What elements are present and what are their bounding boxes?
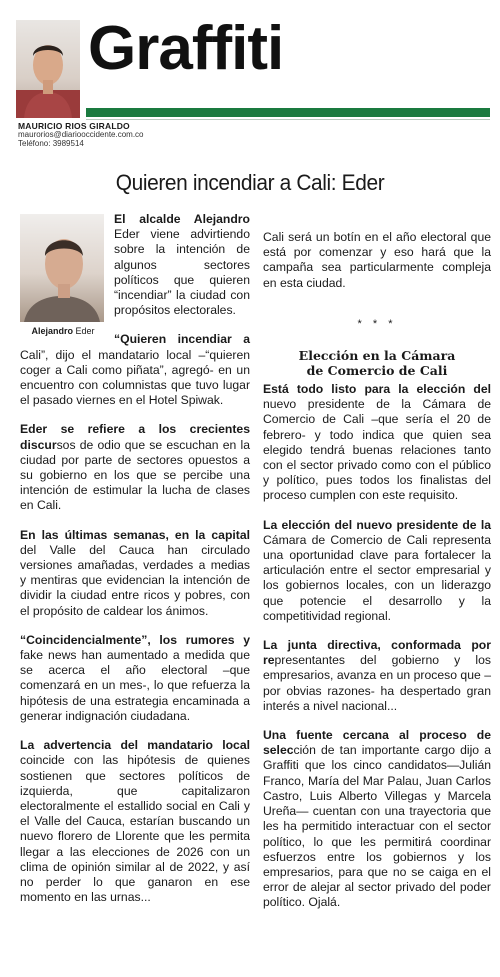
paragraph: La elección del nuevo presidente de la Cámara de Comercio de Cali representa una oportunidad clave para fortalecer la articulación entre el sector empresarial y los gobiernos locales, con un liderazgo que potencie el desarrollo y la competitividad regional. [263, 517, 491, 623]
paragraph: Cali será un botín en el año electoral que está por comenzar y eso hará que la campaña sea particularmente compleja en esta ciudad. [263, 230, 491, 290]
paragraph: “Quieren incendiar a Cali”, dijo el mandatario local –“quieren coger a Cali como piñata”, agregó- en un encuentro con columnistas que tuvo lugar el pasado viernes en el Hotel Spiwak. [20, 332, 250, 408]
caption-last-name: Eder [73, 326, 95, 336]
paragraph: Una fuente cercana al proceso de selección de tan importante cargo dijo a Graffiti que los cinco candidatos—Julián Franco, María del Mar Palau, Juan Carlos Castro, Luis Alberto Villegas y Marcela Ureña— cuentan con una trayectoria que les ha permitido interactuar con el sector político, lo que les permitirá coordinar esfuerzos entre los gobiernos y los empresarios, para que no se caiga en el error de alejar al sector privado del poder político. Ojalá. [263, 728, 491, 910]
green-rule [86, 108, 490, 117]
left-column [20, 212, 250, 919]
eder-portrait-image [20, 214, 104, 322]
author-email: maurorios@diariooccidente.com.co [18, 130, 144, 139]
author-portrait-image [16, 20, 80, 118]
author-photo [16, 20, 80, 118]
author-phone: Teléfono: 3989514 [18, 139, 84, 148]
inline-photo-block [20, 214, 106, 339]
paragraph: La junta directiva, conformada por representantes del gobierno y los empresarios, avanza en un proceso que –por obvias razones- ha despertado gran interés a nivel nacional... [263, 638, 491, 713]
paragraph: La advertencia del mandatario local coincide con las hipótesis de quienes sostienen que sectores políticos de izquierda, que capitalizaron electoralmente el estallido social en Cali y el Valle del Cauca, estarían buscando un nuevo florero de Llorente que les permita llegar a las elecciones de 2026 con un clima de opinión similar al de 2022, y así no perder lo que ganaron en ese momento en las urnas... [20, 738, 250, 905]
subhead-line: Elección en la Cámara [298, 348, 456, 364]
caption-first-name: Alejandro [31, 326, 73, 336]
paragraph: En las últimas semanas, en la capital del Valle del Cauca han circulado versiones amañadas, verdades a medias y mentiras que evidencian la intención de dividir la ciudad entre ricos y pobres, con el propósito de caldear los ánimos. [20, 527, 250, 618]
section-subhead [263, 348, 491, 378]
thin-rule [86, 119, 490, 120]
author-name: MAURICIO RIOS GIRALDO [18, 121, 130, 131]
article-headline: Quieren incendiar a Cali: Eder [115, 170, 385, 195]
masthead-title: Graffiti [88, 14, 284, 83]
column-header [0, 0, 500, 150]
paragraph: El alcalde Alejandro Eder viene advirtiendo sobre la intención de algunos sectores políticos que quieren “incendiar” la ciudad con propósitos electorales. [114, 212, 250, 318]
subhead-line: de Comercio de Cali [306, 363, 448, 379]
paragraph: Eder se refiere a los crecientes discursos de odio que se escuchan en la ciudad por parte de sectores opuestos a su gobierno en los que se percibe una intención de estimular la lucha de clases en Cali. [20, 422, 250, 513]
section-separator: * * * [357, 317, 397, 330]
paragraph: Está todo listo para la elección del nuevo presidente de la Cámara de Comercio de Cali –que sería el 20 de febrero- y todo indica que quien sea elegido tendrá buenas relaciones tanto con el sector privado como con el público y político, pues todos los finalistas del proceso cumplen con este requisito. [263, 382, 491, 503]
eder-photo [20, 214, 104, 322]
paragraph: “Coincidencialmente”, los rumores y fake news han aumentado a medida que se acerca el año electoral –que comenzará en un mes-, lo que refuerza la hipótesis de una estrategia encaminada a generar indignación ciudadana. [20, 632, 250, 723]
right-column [263, 212, 491, 925]
photo-caption [20, 324, 106, 339]
